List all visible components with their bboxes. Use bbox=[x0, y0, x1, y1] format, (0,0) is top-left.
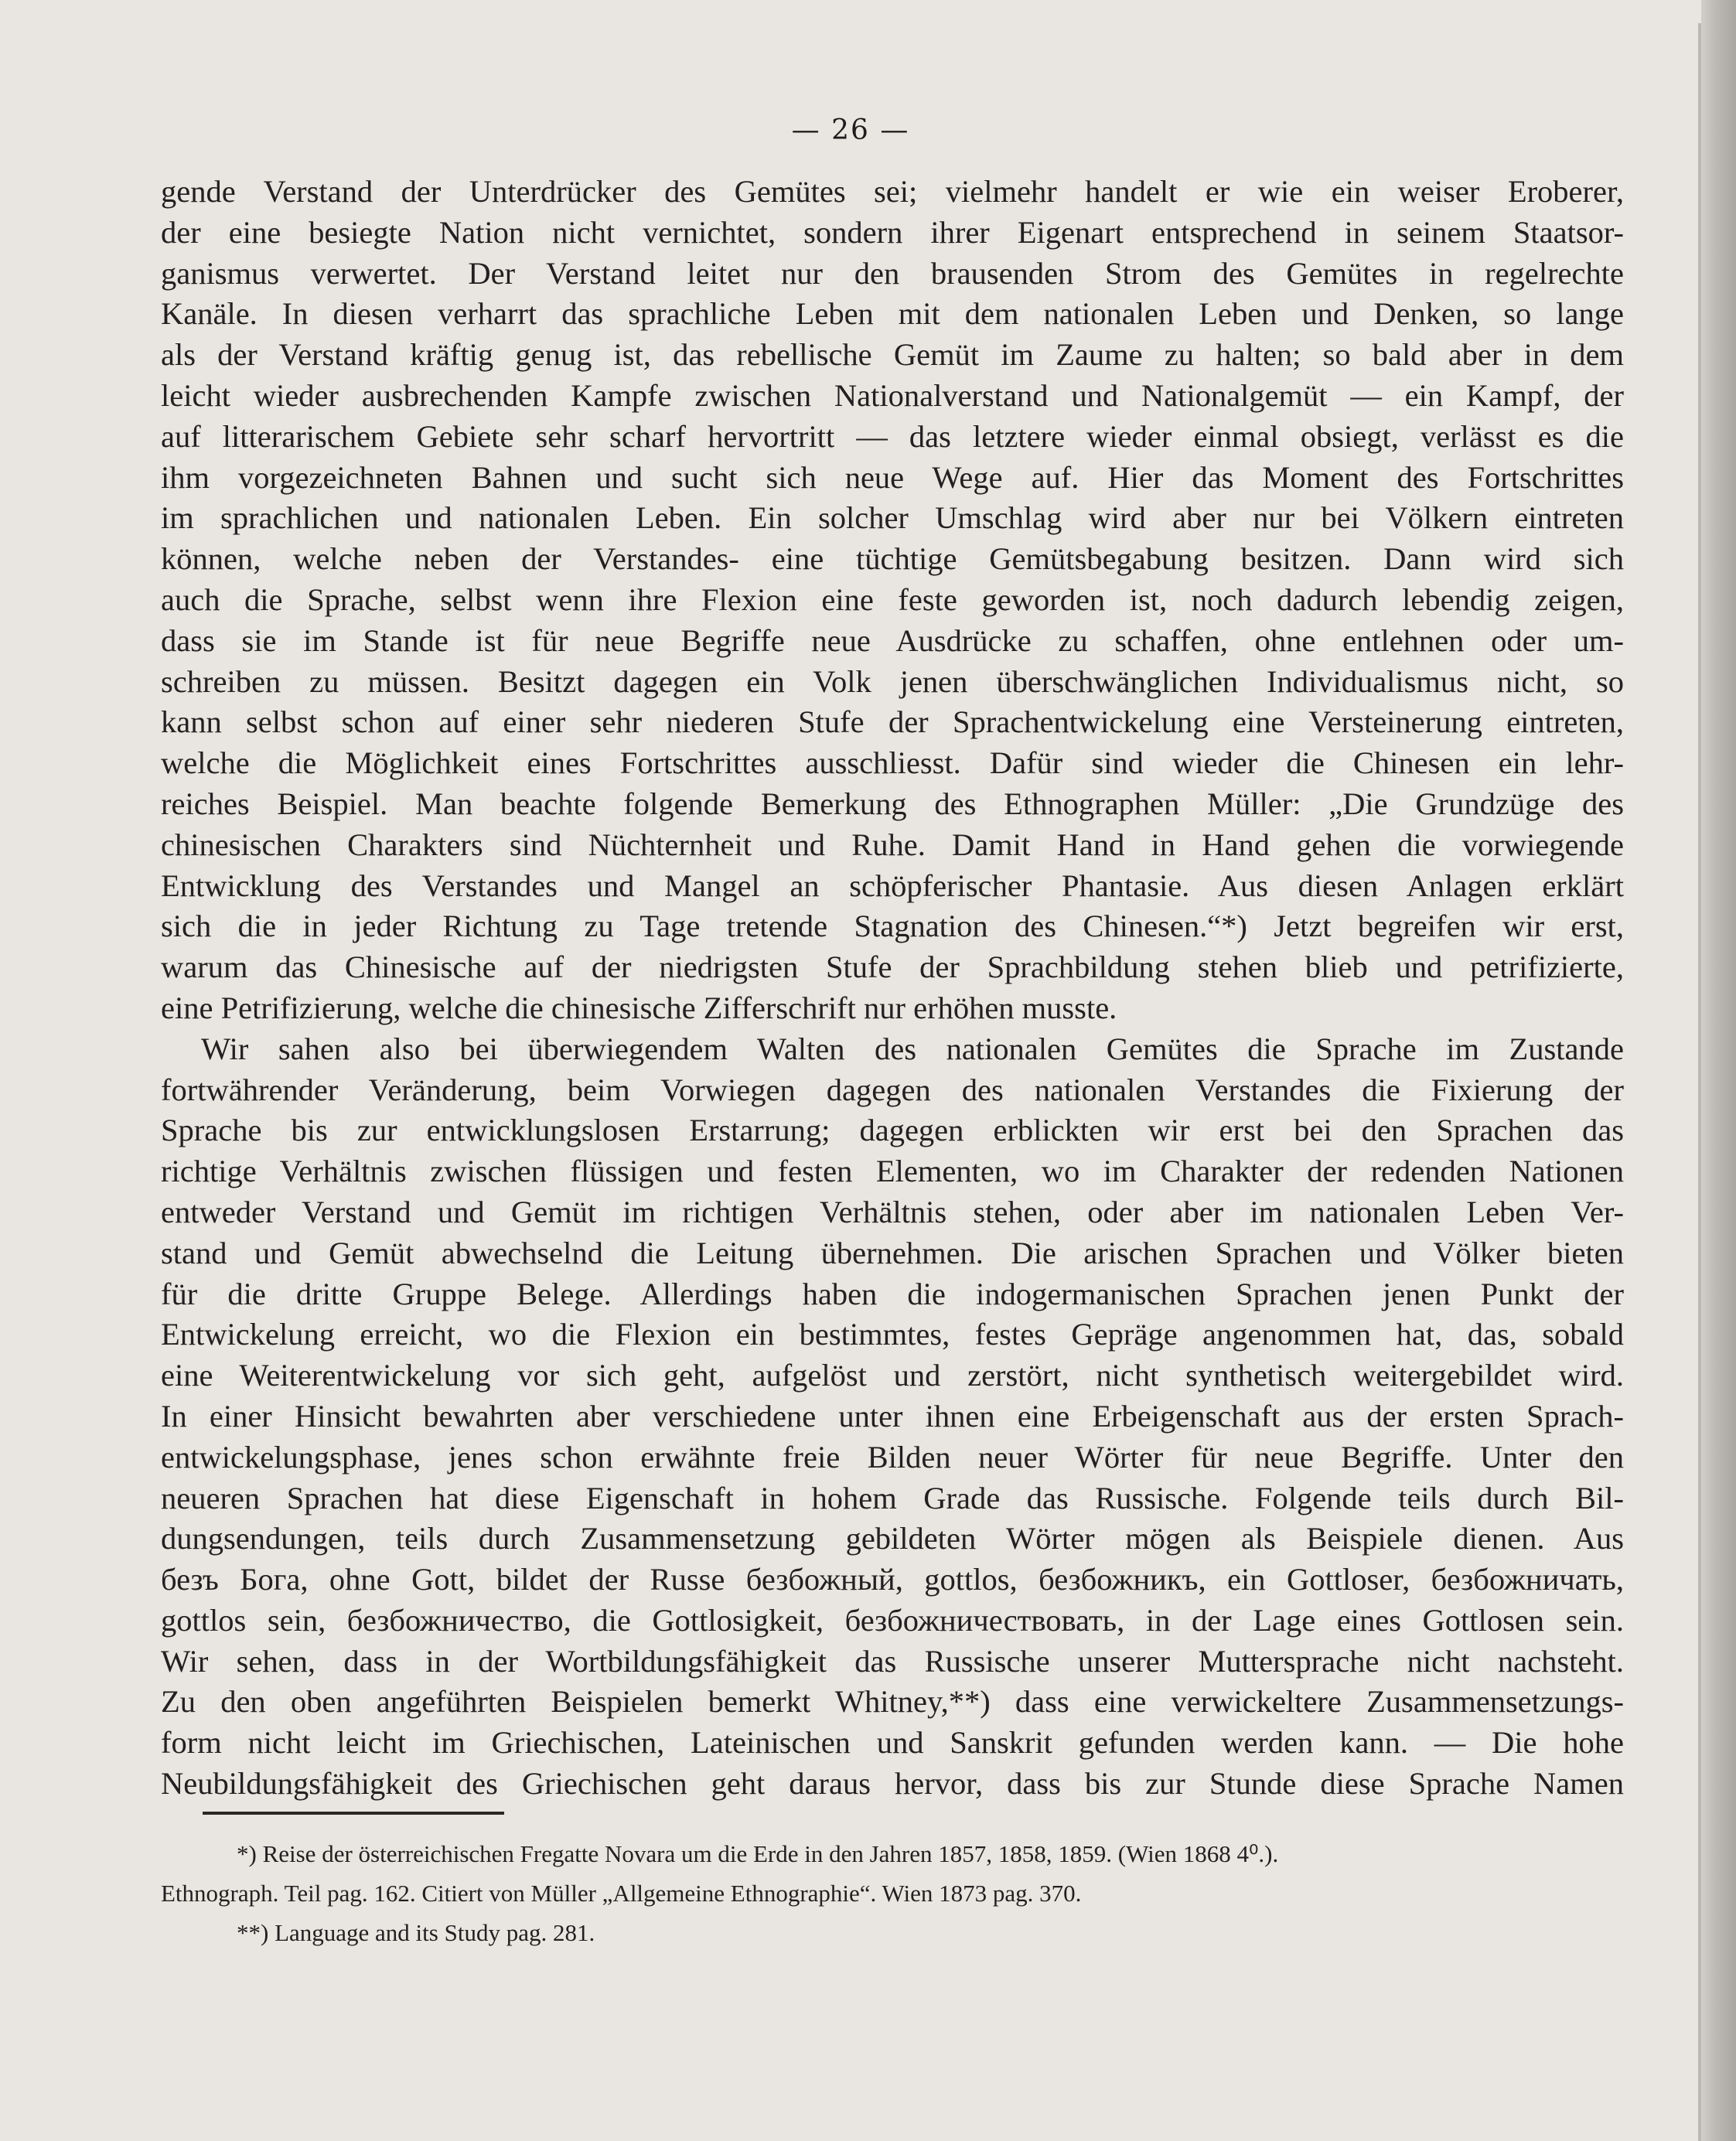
text-line: leicht wieder ausbrechenden Kampfe zwischen Nationalverstand und Nationalgemüt — ein Kampf, der bbox=[161, 377, 1624, 413]
text-line: richtige Verhältnis zwischen flüssigen und festen Elementen, wo im Charakter der redenden Nationen bbox=[161, 1154, 1624, 1189]
text-line: Neubildungsfähigkeit des Griechischen geht daraus hervor, dass bis zur Stunde diese Sprache Namen bbox=[161, 1766, 1624, 1802]
text-line: eine Weiterentwickelung vor sich geht, aufgelöst und zerstört, nicht synthetisch weitergebildet wird. bbox=[161, 1358, 1624, 1393]
text-line: chinesischen Charakters sind Nüchternheit und Ruhe. Damit Hand in Hand gehen die vorwiegende bbox=[161, 827, 1624, 862]
text-line: auch die Sprache, selbst wenn ihre Flexion eine feste geworden ist, noch dadurch lebendig zeigen, bbox=[161, 581, 1624, 617]
footnote-line: Ethnograph. Teil pag. 162. Citiert von Müller „Allgemeine Ethnographie“. Wien 1873 pag. 370. bbox=[161, 1880, 1082, 1907]
text-line: dungsendungen, teils durch Zusammensetzung gebildeten Wörter mögen als Beispiele dienen. Aus bbox=[161, 1521, 1624, 1556]
footnote-line: **) Language and its Study pag. 281. bbox=[237, 1919, 595, 1946]
text-line: kann selbst schon auf einer sehr niederen Stufe der Sprachentwickelung eine Versteinerung eintreten, bbox=[161, 704, 1624, 740]
text-line: stand und Gemüt abwechselnd die Leitung übernehmen. Die arischen Sprachen und Völker bieten bbox=[161, 1235, 1624, 1270]
text-line: der eine besiegte Nation nicht vernichtet, sondern ihrer Eigenart entsprechend in seinem Staatsor- bbox=[161, 214, 1624, 250]
text-line: Kanäle. In diesen verharrt das sprachliche Leben mit dem nationalen Leben und Denken, so lange bbox=[161, 296, 1624, 332]
text-line: als der Verstand kräftig genug ist, das rebellische Gemüt im Zaume zu halten; so bald aber in dem bbox=[161, 337, 1624, 373]
text-line: Entwickelung erreicht, wo die Flexion ein bestimmtes, festes Gepräge angenommen hat, das, sobald bbox=[161, 1317, 1624, 1352]
text-line: ihm vorgezeichneten Bahnen und sucht sich neue Wege auf. Hier das Moment des Fortschrittes bbox=[161, 459, 1624, 495]
text-line: Zu den oben angeführten Beispielen bemerkt Whitney,**) dass eine verwickeltere Zusammensetzungs- bbox=[161, 1684, 1624, 1720]
text-line: können, welche neben der Verstandes- eine tüchtige Gemütsbegabung besitzen. Dann wird sich bbox=[161, 541, 1624, 577]
body-text bbox=[161, 172, 1624, 1805]
footnote-line: *) Reise der österreichischen Fregatte Novara um die Erde in den Jahren 1857, 1858, 1859. (Wien 1868 4⁰.). bbox=[237, 1840, 1279, 1867]
text-line: Sprache bis zur entwicklungslosen Erstarrung; dagegen erblickten wir erst bei den Sprachen das bbox=[161, 1113, 1624, 1148]
text-line: für die dritte Gruppe Belege. Allerdings haben die indogermanischen Sprachen jenen Punkt der bbox=[161, 1276, 1624, 1311]
text-line: form nicht leicht im Griechischen, Lateinischen und Sanskrit gefunden werden kann. — Die hohe bbox=[161, 1725, 1624, 1761]
text-line: gottlos sein, безбожничество, die Gottlosigkeit, безбожничествовать, in der Lage eines Gottlosen sein. bbox=[161, 1602, 1624, 1638]
page-number: — 26 — bbox=[791, 114, 910, 146]
text-line: schreiben zu müssen. Besitzt dagegen ein Volk jenen überschwänglichen Individualismus nicht, so bbox=[161, 663, 1624, 699]
paragraph-start-line: Wir sahen also bei überwiegendem Walten des nationalen Gemütes die Sprache im Zustande bbox=[201, 1031, 1624, 1066]
text-line: neueren Sprachen hat diese Eigenschaft in hohem Grade das Russische. Folgende teils durch Bil- bbox=[161, 1480, 1624, 1515]
text-line: entweder Verstand und Gemüt im richtigen Verhältnis stehen, oder aber im nationalen Leben Ver- bbox=[161, 1194, 1624, 1229]
text-line: dass sie im Stande ist für neue Begriffe neue Ausdrücke zu schaffen, ohne entlehnen oder um- bbox=[161, 622, 1624, 658]
text-line: welche die Möglichkeit eines Fortschrittes ausschliesst. Dafür sind wieder die Chinesen ein lehr- bbox=[161, 745, 1624, 781]
text-line: gende Verstand der Unterdrücker des Gemütes sei; vielmehr handelt er wie ein weiser Eroberer, bbox=[161, 174, 1624, 209]
text-line: reiches Beispiel. Man beachte folgende Bemerkung des Ethnographen Müller: „Die Grundzüge des bbox=[161, 786, 1624, 821]
text-line: auf litterarischem Gebiete sehr scharf hervortritt — das letztere wieder einmal obsiegt, verlässt es die bbox=[161, 418, 1624, 454]
text-line: entwickelungsphase, jenes schon erwähnte freie Bilden neuer Wörter für neue Begriffe. Unter den bbox=[161, 1439, 1624, 1474]
text-line: Wir sehen, dass in der Wortbildungsfähigkeit das Russische unserer Muttersprache nicht nachsteht. bbox=[161, 1643, 1624, 1679]
paragraph-end-line: eine Petrifizierung, welche die chinesische Zifferschrift nur erhöhen musste. bbox=[161, 990, 1117, 1025]
text-line: In einer Hinsicht bewahrten aber verschiedene unter ihnen eine Erbeigenschaft aus der ersten Sprach- bbox=[161, 1398, 1624, 1434]
footnotes bbox=[161, 1834, 1605, 1952]
footnote-divider bbox=[203, 1812, 504, 1815]
text-line: fortwährender Veränderung, beim Vorwiegen dagegen des nationalen Verstandes die Fixierung der bbox=[161, 1072, 1624, 1107]
text-line: im sprachlichen und nationalen Leben. Ein solcher Umschlag wird aber nur bei Völkern eintreten bbox=[161, 500, 1624, 536]
text-line: warum das Chinesische auf der niedrigsten Stufe der Sprachbildung stehen blieb und petrifizierte, bbox=[161, 949, 1624, 985]
text-line: безъ Бога, ohne Gott, bildet der Russe безбожный, gottlos, безбожникъ, ein Gottloser, безбожничать, bbox=[161, 1562, 1624, 1597]
text-line: ganismus verwertet. Der Verstand leitet nur den brausenden Strom des Gemütes in regelrechte bbox=[161, 255, 1624, 291]
text-line: Entwicklung des Verstandes und Mangel an schöpferischer Phantasie. Aus diesen Anlagen erklärt bbox=[161, 868, 1624, 903]
text-line: sich die in jeder Richtung zu Tage tretende Stagnation des Chinesen.“*) Jetzt begreifen wir erst, bbox=[161, 909, 1624, 944]
page-edge bbox=[1701, 0, 1736, 2141]
